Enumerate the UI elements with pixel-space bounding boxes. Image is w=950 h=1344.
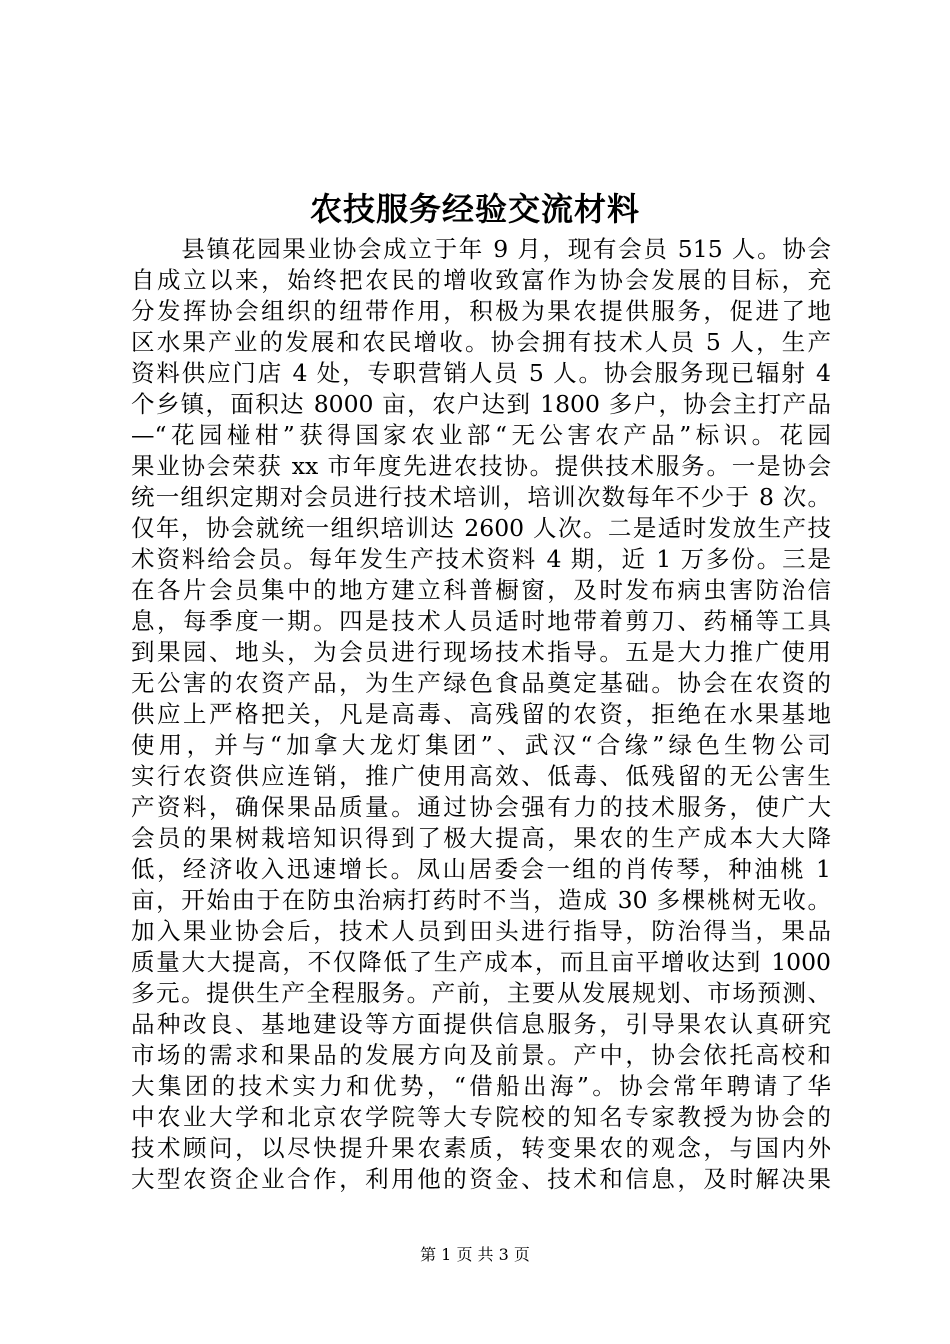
body-line: 个乡镇，面积达 8000 亩，农户达到 1800 多户，协会主打产品	[131, 390, 831, 418]
body-line: 大集团的技术实力和优势，“借船出海”。协会常年聘请了华	[131, 1072, 831, 1100]
body-line: 资料供应门店 4 处，专职营销人员 5 人。协会服务现已辐射 4	[131, 359, 831, 387]
page-footer: 第 1 页 共 3 页	[420, 1245, 530, 1264]
body-line: 品种改良、基地建设等方面提供信息服务，引导果农认真研究	[131, 1010, 831, 1038]
body-line: 术资料给会员。每年发生产技术资料 4 期，近 1 万多份。三是	[131, 545, 831, 573]
body-line: —“花园椪柑”获得国家农业部“无公害农产品”标识。花园	[131, 421, 831, 449]
body-line: 市场的需求和果品的发展方向及前景。产中，协会依托高校和	[131, 1041, 831, 1069]
body-line: 息，每季度一期。四是技术人员适时地带着剪刀、药桶等工具	[131, 607, 831, 635]
body-line: 自成立以来，始终把农民的增收致富作为协会发展的目标，充	[131, 266, 831, 294]
body-line: 中农业大学和北京农学院等大专院校的知名专家教授为协会的	[131, 1103, 831, 1131]
body-line: 无公害的农资产品，为生产绿色食品奠定基础。协会在农资的	[131, 669, 831, 697]
body-line: 质量大大提高，不仅降低了生产成本，而且亩平增收达到 1000	[131, 948, 831, 976]
body-line: 统一组织定期对会员进行技术培训，培训次数每年不少于 8 次。	[131, 483, 831, 511]
body-line: 产资料，确保果品质量。通过协会强有力的技术服务，使广大	[131, 793, 831, 821]
body-line: 仅年，协会就统一组织培训达 2600 人次。二是适时发放生产技	[131, 514, 831, 542]
body-line: 会员的果树栽培知识得到了极大提高，果农的生产成本大大降	[131, 824, 831, 852]
body-line: 分发挥协会组织的纽带作用，积极为果农提供服务，促进了地	[131, 297, 831, 325]
body-line: 在各片会员集中的地方建立科普橱窗，及时发布病虫害防治信	[131, 576, 831, 604]
body-line: 大型农资企业合作，利用他的资金、技术和信息，及时解决果	[131, 1165, 831, 1193]
body-line: 多元。提供生产全程服务。产前，主要从发展规划、市场预测、	[131, 979, 831, 1007]
body-line: 亩，开始由于在防虫治病打药时不当，造成 30 多棵桃树无收。	[131, 886, 831, 914]
body-line: 技术顾问，以尽快提升果农素质，转变果农的观念，与国内外	[131, 1134, 831, 1162]
body-line: 低，经济收入迅速增长。凤山居委会一组的肖传琴，种油桃 1	[131, 855, 831, 883]
body-line: 加入果业协会后，技术人员到田头进行指导，防治得当，果品	[131, 917, 831, 945]
body-line: 使用，并与“加拿大龙灯集团”、武汉“合缘”绿色生物公司	[131, 731, 831, 759]
body-line: 区水果产业的发展和农民增收。协会拥有技术人员 5 人，生产	[131, 328, 831, 356]
body-line: 县镇花园果业协会成立于年 9 月，现有会员 515 人。协会	[131, 235, 831, 263]
document-title: 农技服务经验交流材料	[309, 190, 640, 228]
document-body	[131, 234, 831, 1195]
body-line: 实行农资供应连销，推广使用高效、低毒、低残留的无公害生	[131, 762, 831, 790]
body-line: 供应上严格把关，凡是高毒、高残留的农资，拒绝在水果基地	[131, 700, 831, 728]
body-line: 果业协会荣获 xx 市年度先进农技协。提供技术服务。一是协会	[131, 452, 831, 480]
body-line: 到果园、地头，为会员进行现场技术指导。五是大力推广使用	[131, 638, 831, 666]
